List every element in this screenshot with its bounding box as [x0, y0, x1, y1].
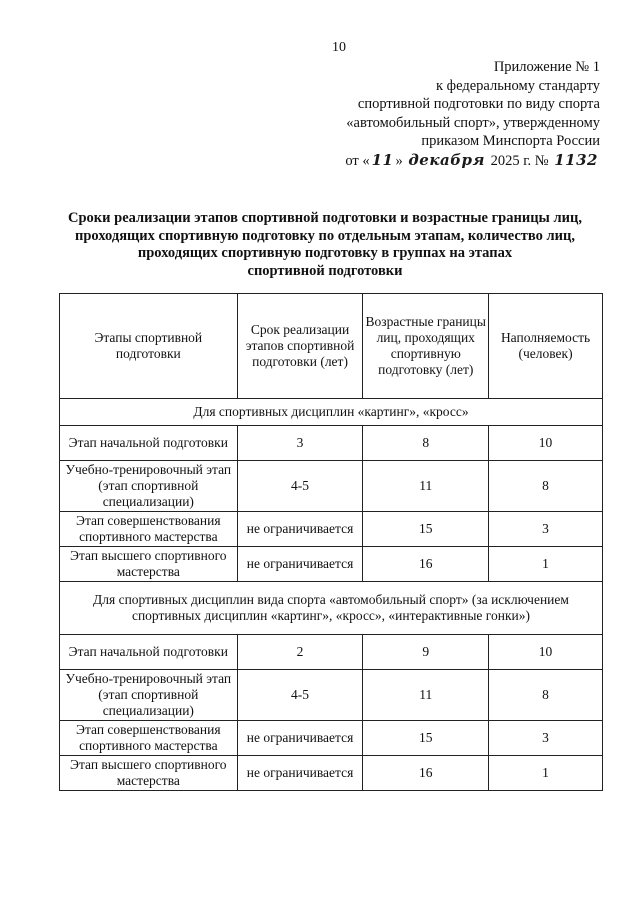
age-cell: 15: [363, 512, 489, 547]
table-row: [60, 756, 603, 791]
header-stages: Этапы спортивной подготовки: [60, 294, 238, 399]
size-cell: 3: [489, 721, 603, 756]
table-header-row: [60, 294, 603, 399]
stage-cell: Учебно-тренировочный этап (этап спортивной специализации): [60, 461, 238, 512]
date-prefix: от «: [345, 152, 370, 169]
age-cell: 8: [363, 426, 489, 461]
title-line-3: проходящих спортивную подготовку в группах на этапах: [137, 245, 513, 261]
size-cell: 1: [489, 756, 603, 791]
appendix-line-3: спортивной подготовки по виду спорта: [357, 96, 600, 112]
appendix-block: [300, 58, 600, 170]
size-cell: 10: [489, 635, 603, 670]
duration-cell: не ограничивается: [237, 721, 363, 756]
appendix-line-5: приказом Минспорта России: [421, 133, 600, 149]
duration-cell: 3: [237, 426, 363, 461]
duration-cell: не ограничивается: [237, 547, 363, 582]
size-cell: 10: [489, 426, 603, 461]
document-title: [60, 210, 590, 280]
title-line-4: спортивной подготовки: [247, 262, 403, 279]
handwritten-month: декабря: [408, 150, 485, 169]
size-cell: 1: [489, 547, 603, 582]
table-row: [60, 426, 603, 461]
title-line-1: Сроки реализации этапов спортивной подготовки и возрастные границы лиц,: [68, 210, 582, 226]
age-cell: 9: [363, 635, 489, 670]
date-mid: »: [395, 152, 403, 169]
stage-cell: Этап начальной подготовки: [60, 635, 238, 670]
page-number: 10: [332, 40, 346, 55]
stage-cell: Учебно-тренировочный этап (этап спортивной специализации): [60, 670, 238, 721]
appendix-line-2: к федеральному стандарту: [436, 77, 600, 94]
section-row-karting: [60, 399, 603, 426]
stage-cell: Этап начальной подготовки: [60, 426, 238, 461]
size-cell: 8: [489, 461, 603, 512]
duration-cell: 2: [237, 635, 363, 670]
stage-cell: Этап высшего спортивного мастерства: [60, 547, 238, 582]
table-row: [60, 721, 603, 756]
appendix-line-1: Приложение № 1: [493, 59, 600, 75]
age-cell: 16: [363, 756, 489, 791]
section-row-auto-sport: [60, 582, 603, 635]
size-cell: 8: [489, 670, 603, 721]
table-row: [60, 635, 603, 670]
order-date-line: [300, 151, 600, 171]
handwritten-order-number: 1132: [554, 150, 598, 169]
age-cell: 15: [363, 721, 489, 756]
age-cell: 11: [363, 461, 489, 512]
age-cell: 16: [363, 547, 489, 582]
handwritten-day: 11: [371, 150, 394, 169]
section-title: Для спортивных дисциплин вида спорта «автомобильный спорт» (за исключением спортивных дисциплин «картинг», «кросс», «интерактивные гонки»): [60, 582, 603, 635]
size-cell: 3: [489, 512, 603, 547]
training-stages-table: [59, 293, 603, 791]
header-age-limits: Возрастные границы лиц, проходящих спортивную подготовку (лет): [363, 294, 489, 399]
date-year: 2025 г. №: [490, 152, 549, 169]
table-row: [60, 670, 603, 721]
duration-cell: 4-5: [237, 670, 363, 721]
duration-cell: не ограничивается: [237, 512, 363, 547]
stage-cell: Этап высшего спортивного мастерства: [60, 756, 238, 791]
table-row: [60, 512, 603, 547]
section-title: Для спортивных дисциплин «картинг», «кросс»: [60, 399, 603, 426]
duration-cell: не ограничивается: [237, 756, 363, 791]
duration-cell: 4-5: [237, 461, 363, 512]
appendix-line-4: «автомобильный спорт», утвержденному: [346, 114, 600, 131]
table-row: [60, 547, 603, 582]
header-group-size: Наполняемость (человек): [489, 294, 603, 399]
stage-cell: Этап совершенствования спортивного мастерства: [60, 512, 238, 547]
stage-cell: Этап совершенствования спортивного мастерства: [60, 721, 238, 756]
age-cell: 11: [363, 670, 489, 721]
header-duration: Срок реализации этапов спортивной подготовки (лет): [237, 294, 363, 399]
title-line-2: проходящих спортивную подготовку по отдельным этапам, количество лиц,: [75, 227, 575, 244]
table-row: [60, 461, 603, 512]
